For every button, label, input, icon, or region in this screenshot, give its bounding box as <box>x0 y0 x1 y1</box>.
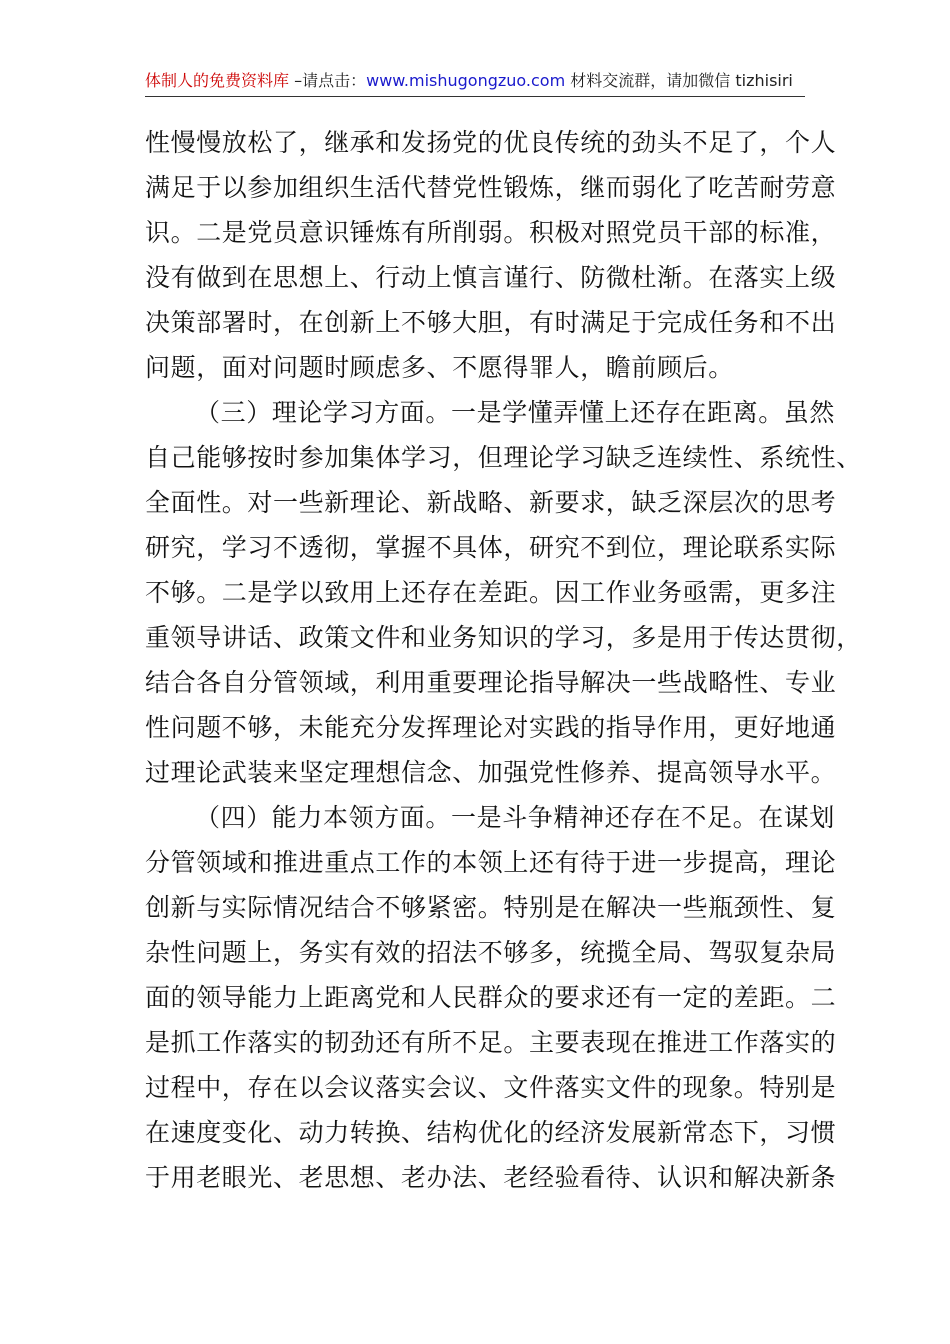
text-line: 面的领导能力上距离党和人民群众的要求还有一定的差距。二 <box>145 983 837 1012</box>
text-line: 杂性问题上，务实有效的招法不够多，统揽全局、驾驭复杂局 <box>145 938 837 967</box>
header-prompt: –请点击： <box>289 71 367 90</box>
text-line: （三）理论学习方面。一是学懂弄懂上还存在距离。虽然 <box>195 398 836 427</box>
text-line: 决策部署时，在创新上不够大胆，有时满足于完成任务和不出 <box>145 308 837 337</box>
text-line: 过程中，存在以会议落实会议、文件落实文件的现象。特别是 <box>145 1073 837 1102</box>
text-line: 满足于以参加组织生活代替党性锻炼，继而弱化了吃苦耐劳意 <box>145 173 837 202</box>
text-line: 问题，面对问题时顾虑多、不愿得罪人，瞻前顾后。 <box>145 353 734 382</box>
text-line: 识。二是党员意识锤炼有所削弱。积极对照党员干部的标准， <box>145 218 837 247</box>
text-line: 结合各自分管领域，利用重要理论指导解决一些战略性、专业 <box>145 668 837 697</box>
header-brand: 体制人的免费资料库 <box>145 71 290 90</box>
header-tail: 材料交流群，请加微信 tizhisiri <box>565 71 793 90</box>
text-line: 是抓工作落实的韧劲还有所不足。主要表现在推进工作落实的 <box>145 1028 837 1057</box>
text-line: 性慢慢放松了，继承和发扬党的优良传统的劲头不足了，个人 <box>145 128 837 157</box>
text-line: 性问题不够，未能充分发挥理论对实践的指导作用，更好地通 <box>145 713 837 742</box>
document-body <box>145 120 862 1200</box>
text-line: 没有做到在思想上、行动上慎言谨行、防微杜渐。在落实上级 <box>145 263 837 292</box>
header-link[interactable]: www.mishugongzuo.com <box>366 71 566 90</box>
page-header <box>145 70 805 97</box>
text-line: 在速度变化、动力转换、结构优化的经济发展新常态下，习惯 <box>145 1118 837 1147</box>
text-line: 创新与实际情况结合不够紧密。特别是在解决一些瓶颈性、复 <box>145 893 837 922</box>
text-line: 研究，学习不透彻，掌握不具体，研究不到位，理论联系实际 <box>145 533 837 562</box>
text-line: 重领导讲话、政策文件和业务知识的学习，多是用于传达贯彻， <box>145 623 862 652</box>
text-line: 自己能够按时参加集体学习，但理论学习缺乏连续性、系统性、 <box>145 443 862 472</box>
text-line: 过理论武装来坚定理想信念、加强党性修养、提高领导水平。 <box>145 758 837 787</box>
text-line: 分管领域和推进重点工作的本领上还有待于进一步提高，理论 <box>145 848 837 877</box>
text-line: （四）能力本领方面。一是斗争精神还存在不足。在谋划 <box>195 803 836 832</box>
text-line: 于用老眼光、老思想、老办法、老经验看待、认识和解决新条 <box>145 1163 837 1192</box>
text-line: 不够。二是学以致用上还存在差距。因工作业务亟需，更多注 <box>145 578 837 607</box>
text-line: 全面性。对一些新理论、新战略、新要求，缺乏深层次的思考 <box>145 488 837 517</box>
